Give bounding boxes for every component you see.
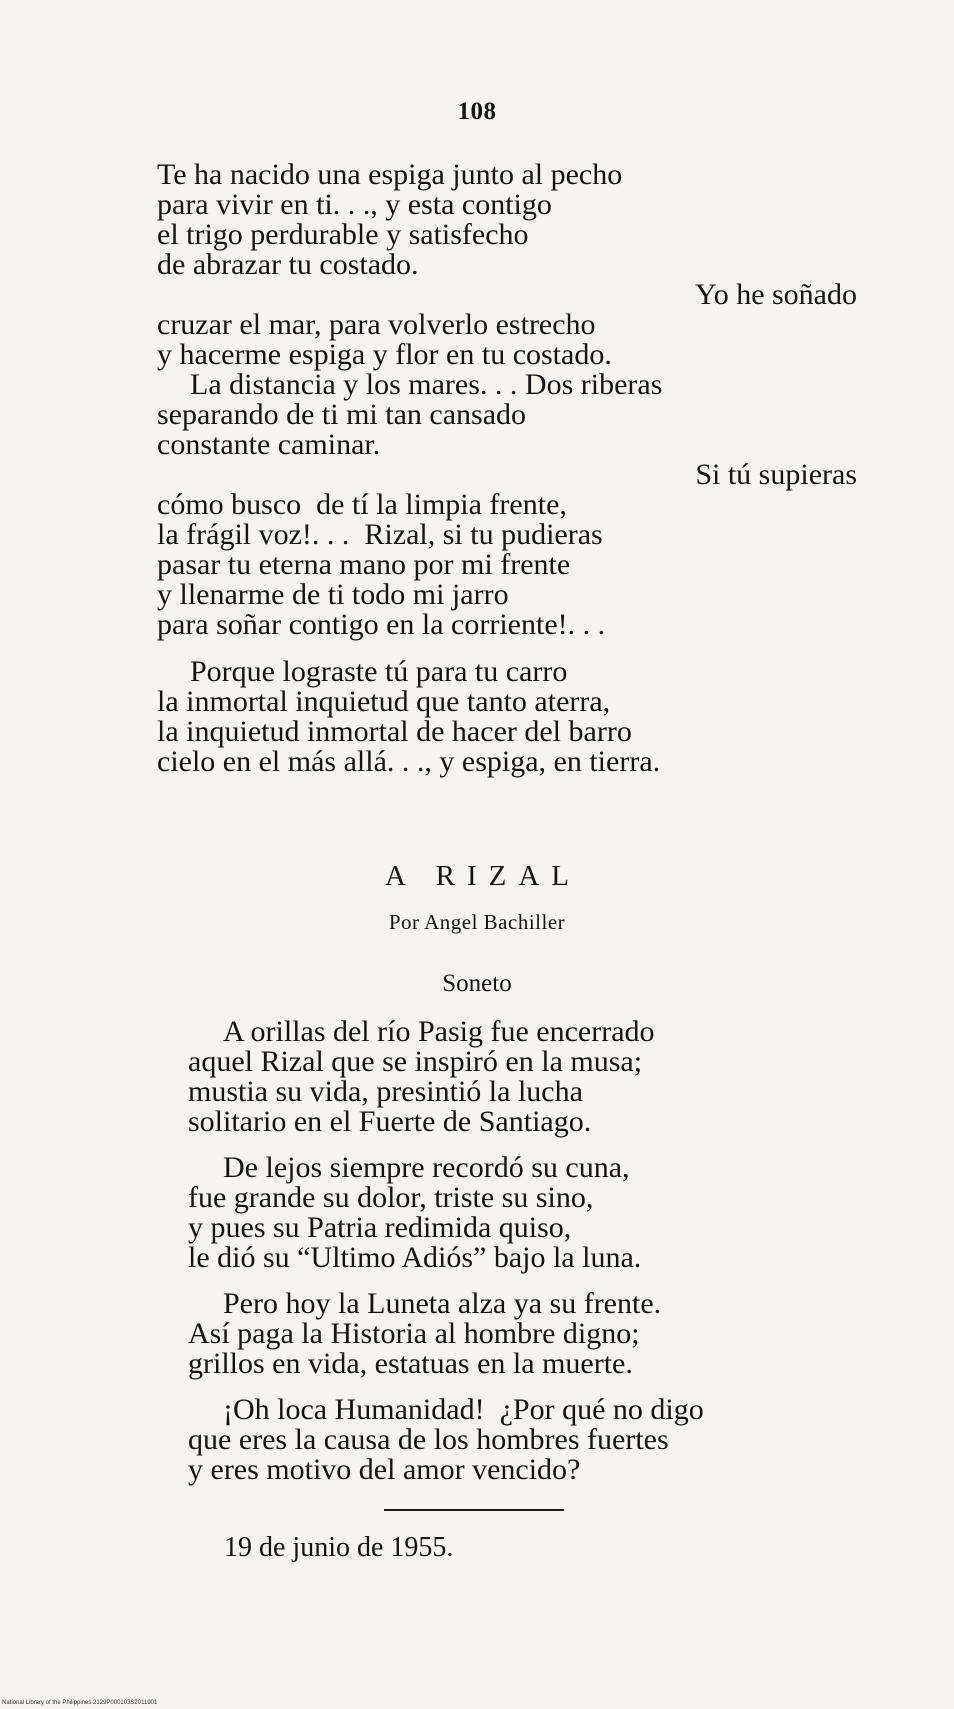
sonnet-line: Pero hoy la Luneta alza ya su frente. [223,1287,662,1320]
poem-line: cruzar el mar, para volverlo estrecho [157,308,596,341]
scan-footer-note: National Library of the Philippines 2129P000103S2011901 [2,1700,158,1706]
divider-rule [384,1509,564,1511]
poem-line: y hacerme espiga y flor en tu costado. [157,338,612,371]
poem-line: La distancia y los mares. . . Dos riberas [190,368,663,401]
poem-line: el trigo perdurable y satisfecho [157,218,529,251]
sonnet-line: y eres motivo del amor vencido? [188,1453,581,1486]
poem-line: para soñar contigo en la corriente!. . . [157,608,606,641]
poem-line: y llenarme de ti todo mi jarro [157,578,509,611]
sonnet-body [188,1017,878,1485]
poem-line: de abrazar tu costado. [157,248,419,281]
poem-line: para vivir en ti. . ., y esta contigo [157,188,552,221]
sonnet-line: A orillas del río Pasig fue encerrado [223,1015,655,1048]
sonnet-line: Así paga la Historia al hombre digno; [188,1317,640,1350]
sonnet-line: mustia su vida, presintió la lucha [188,1075,583,1108]
sonnet-line: solitario en el Fuerte de Santiago. [188,1105,592,1138]
sonnet-line: grillos en vida, estatuas en la muerte. [188,1347,633,1380]
sonnet-line: y pues su Patria redimida quiso, [188,1211,572,1244]
poem-line: cielo en el más allá. . ., y espiga, en tierra. [157,745,661,778]
sonnet-stanza [188,1289,878,1379]
poem-author: Por Angel Bachiller [388,910,566,934]
poem-line: Yo he soñado [695,278,857,311]
poem-line: Si tú supieras [695,458,857,491]
sonnet-line: le dió su “Ultimo Adiós” bajo la luna. [188,1241,642,1274]
sonnet-stanza [188,1153,878,1273]
poem-line: la frágil voz!. . . Rizal, si tu pudieras [157,518,603,551]
sonnet-line: De lejos siempre recordó su cuna, [223,1151,630,1184]
sonnet-line: que eres la causa de los hombres fuertes [188,1423,669,1456]
page-number: 108 [457,98,497,125]
poem-form-label: Soneto [442,970,512,997]
poem-line: Porque lograste tú para tu carro [190,655,568,688]
sonnet-stanza [188,1395,878,1485]
poem-line: la inquietud inmortal de hacer del barro [157,715,632,748]
sonnet-line: fue grande su dolor, triste su sino, [188,1181,594,1214]
poem-line: cómo busco de tí la limpia frente, [157,488,567,521]
poem-body [157,160,857,777]
poem-line: constante caminar. [157,428,381,461]
poem-line: Te ha nacido una espiga junto al pecho [157,158,623,191]
sonnet-stanza [188,1017,878,1137]
poem-line: separando de ti mi tan cansado [157,398,527,431]
poem-line: la inmortal inquietud que tanto aterra, [157,685,611,718]
sonnet-line: ¡Oh loca Humanidad! ¿Por qué no digo [223,1393,704,1426]
poem-date: 19 de junio de 1955. [224,1532,454,1563]
sonnet-line: aquel Rizal que se inspiró en la musa; [188,1045,643,1078]
poem-title: A RIZAL [385,860,581,892]
poem-line: pasar tu eterna mano por mi frente [157,548,571,581]
